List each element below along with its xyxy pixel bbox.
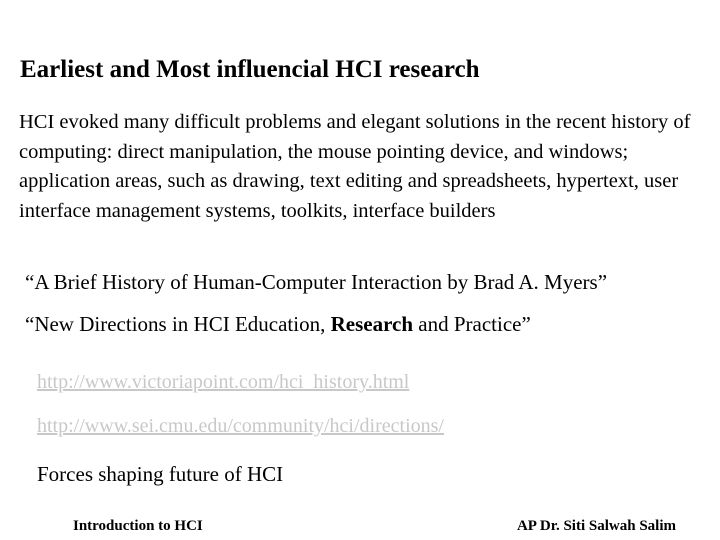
reference-new-directions-end: and Practice” [413, 312, 531, 336]
footer-course-title: Introduction to HCI [73, 518, 203, 534]
forces-heading: Forces shaping future of HCI [37, 462, 284, 486]
slide-title: Earliest and Most influencial HCI research [20, 56, 480, 83]
link-victoriapoint-hci-history[interactable]: http://www.victoriapoint.com/hci_history.html [37, 371, 410, 393]
body-paragraph: HCI evoked many difficult problems and elegant solutions in the recent history of computing: direct manipulation, the mouse pointing device, and windows; application areas, such as drawing, text editing and spreadsheets, hypertext, user interface management systems, toolkits, interface builders [19, 111, 691, 222]
reference-new-directions [25, 312, 531, 337]
footer-author: AP Dr. Siti Salwah Salim [516, 518, 676, 534]
reference-new-directions-bold: Research [330, 312, 414, 336]
reference-brief-history: “A Brief History of Human-Computer Interaction by Brad A. Myers” [25, 270, 608, 294]
reference-new-directions-start: “New Directions in HCI Education, [25, 312, 331, 336]
link-sei-hci-directions[interactable]: http://www.sei.cmu.edu/community/hci/directions/ [37, 415, 444, 437]
